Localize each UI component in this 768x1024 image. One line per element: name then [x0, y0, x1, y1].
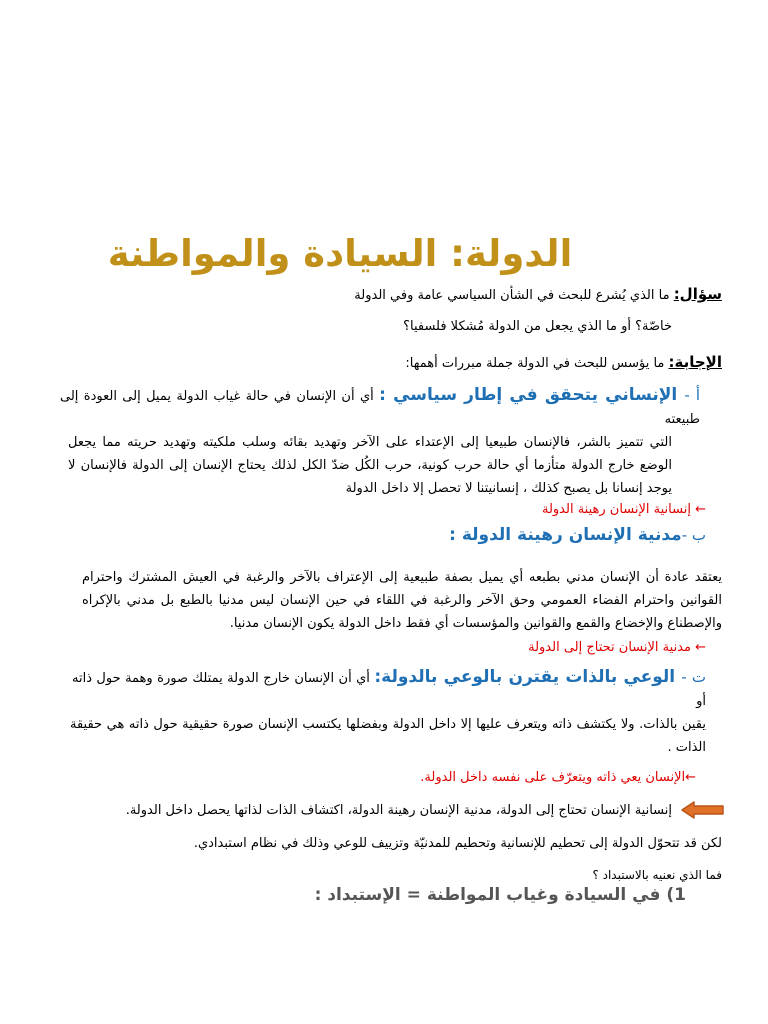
- section-a-letter: أ -: [684, 386, 700, 404]
- section-c-text: أي أن الإنسان خارج الدولة يمتلك صورة وهمة حول ذاته أو: [72, 671, 706, 709]
- question-text: ما الذي يُشرع للبحث في الشأن السياسي عامة وفي الدولة: [354, 288, 674, 303]
- section-a-intro: [60, 384, 700, 431]
- answer-label: الإجابة:: [668, 353, 722, 371]
- section-c-letter: ت -: [681, 668, 706, 686]
- left-arrow-icon: [680, 799, 726, 821]
- answer-text: ما يؤسس للبحث في الدولة جملة مبررات أهمها:: [405, 356, 669, 371]
- section-a-heading: الإنساني يتحقق في إطار سياسي :: [379, 385, 685, 405]
- section-a-text: أي أن الإنسان في حالة غياب الدولة يميل إلى العودة إلى طبيعته: [60, 389, 700, 427]
- answer-line: [405, 350, 722, 376]
- section-a-conclusion: ← إنسانية الإنسان رهينة الدولة: [541, 502, 706, 517]
- section-b-conclusion: ← مدنية الإنسان تحتاج إلى الدولة: [528, 640, 706, 655]
- section-b-heading: مدنية الإنسان رهينة الدولة :: [449, 525, 682, 545]
- question-label: سؤال:: [673, 285, 722, 303]
- section-b-paragraph: يعتقد عادة أن الإنسان مدني بطبعه أي يميل بصفة طبيعية إلى الإعتراف بالآخر والرغبة في العيش المشترك واحترام القوانين واحترام الفضاء العمومي وحق الآخر والرغبة في اللقاء في حين الإنسان ليس مدنيا بالطبع بل مدني بالإكراه والإصطناع والإخضاع والقمع والقوانين والمؤسسات أي فقط داخل الدولة يكون الإنسان مدنيا.: [82, 570, 722, 631]
- section-c-paragraph: يقين بالذات. ولا يكتشف ذاته ويتعرف عليها إلا داخل الدولة وبفضلها يكتسب الإنسان صورة حقيقية حول ذاته هي حقيقة الذات .: [70, 717, 706, 755]
- section-c-intro: [72, 666, 706, 713]
- section-c-heading: الوعي بالذات يقترن بالوعي بالدولة:: [374, 667, 682, 687]
- summary-text: إنسانية الإنسان تحتاج إلى الدولة، مدنية الإنسان رهينة الدولة، اكتشاف الذات لذاتها يحصل داخل الدولة.: [125, 803, 672, 818]
- question-line-2: خاصّة؟ أو ما الذي يجعل من الدولة مُشكلا فلسفيا؟: [403, 319, 672, 334]
- section-c-conclusion: ←الإنسان يعي ذاته ويتعرّف على نفسه داخل الدولة.: [420, 770, 696, 785]
- question-line-1: [354, 282, 722, 308]
- page-title: الدولة: السيادة والمواطنة: [107, 232, 573, 275]
- section-heading-1: 1) في السيادة وغياب المواطنة = الإستبداد :: [314, 885, 686, 905]
- transition-text: لكن قد تتحوّل الدولة إلى تحطيم للإنسانية وتحطيم للمدنيّة وتزييف للوعي وذلك في نظام استبدادي.: [193, 836, 722, 851]
- section-b-header: [449, 525, 706, 545]
- section-a-paragraph: التي تتميز بالشر، فالإنسان طبيعيا إلى الإعتداء على الآخر وتهديد بقائه وسلب ملكيته وتهديد حريته مما يجعل الوضع خارج الدولة متأزما أي حالة حرب كونية، حرب الكُل ضدّ الكل لذلك يحتاج الإنسان إلى الدولة فالإنسان لا يوجد إنسانا بل يصبح كذلك ، إنسانيتنا لا تحصل إلا داخل الدولة: [68, 435, 672, 496]
- section-b-letter: ب -: [681, 526, 706, 544]
- question-2: فما الذي نعنيه بالاستبداد ؟: [592, 868, 722, 882]
